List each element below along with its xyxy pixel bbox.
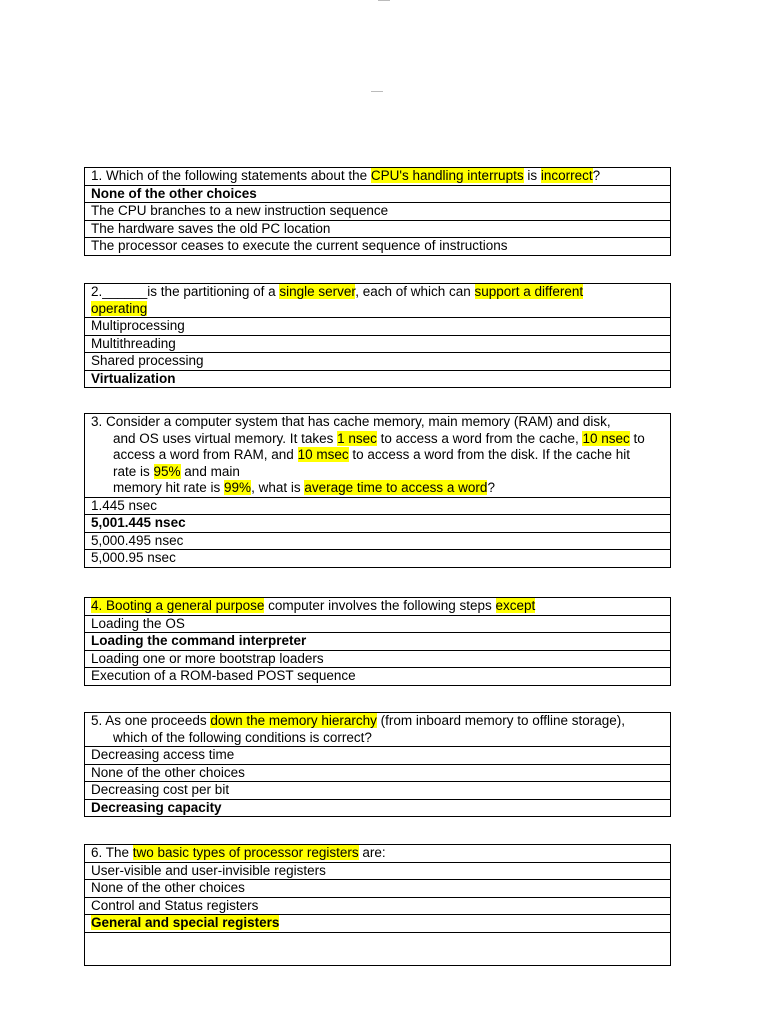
question-stem-row — [85, 713, 671, 747]
stem-text: , each of which can — [355, 284, 475, 299]
stem-text: access a word from RAM, and — [113, 447, 298, 462]
question-stem — [85, 598, 671, 616]
highlighted-text: down the memory hierarchy — [210, 713, 377, 728]
header-mark — [378, 0, 390, 1]
stem-text: (from inboard memory to offline storage), — [376, 713, 626, 728]
highlighted-text: operating — [91, 300, 148, 316]
correct-answer-option: Loading the command interpreter — [85, 633, 671, 651]
stem-text: is — [523, 168, 541, 183]
answer-option: Execution of a ROM-based POST sequence — [85, 668, 671, 686]
correct-answer-option: 5,001.445 nsec — [85, 515, 671, 533]
question-stem-row — [85, 845, 671, 863]
stem-text: , what is — [251, 480, 305, 495]
answer-option: 5,000.495 nsec — [85, 532, 671, 550]
stem-line — [91, 464, 664, 481]
answer-option: Loading the OS — [85, 615, 671, 633]
answer-option-row — [85, 862, 671, 880]
answer-option-row — [85, 220, 671, 238]
highlighted-text: support a different — [474, 284, 584, 299]
question-stem — [85, 168, 671, 186]
answer-option: 1.445 nsec — [85, 497, 671, 515]
stem-text: and main — [180, 463, 240, 479]
correct-answer-option: None of the other choices — [85, 185, 671, 203]
answer-option-row — [85, 497, 671, 515]
answer-option: Decreasing access time — [85, 747, 671, 765]
answer-option-row — [85, 532, 671, 550]
stem-text: 3. Consider a computer system that has cache memory, main memory (RAM) and disk, — [91, 414, 611, 429]
answer-option: None of the other choices — [85, 880, 671, 898]
stem-line: which of the following conditions is correct? — [113, 729, 372, 745]
stem-text: to — [629, 430, 645, 446]
question-stem — [85, 414, 671, 498]
answer-option: None of the other choices — [85, 764, 671, 782]
correct-answer-option: Virtualization — [85, 370, 671, 388]
answer-option-row — [85, 318, 671, 336]
highlighted-text: average time to access a word — [304, 480, 488, 495]
highlighted-text: CPU's handling interrupts — [370, 168, 524, 183]
question-4-table — [84, 597, 671, 686]
stem-line — [91, 447, 664, 464]
answer-option-row — [85, 668, 671, 686]
answer-option-row — [85, 880, 671, 898]
answer-option: Shared processing — [85, 353, 671, 371]
question-stem — [85, 713, 671, 747]
answer-option-row — [85, 615, 671, 633]
answer-option-row — [85, 897, 671, 915]
empty-row — [85, 932, 671, 965]
answer-option-row — [85, 353, 671, 371]
highlighted-text: 10 nsec — [582, 430, 630, 446]
stem-text: 6. The — [91, 845, 133, 860]
answer-option: Loading one or more bootstrap loaders — [85, 650, 671, 668]
question-stem-row — [85, 284, 671, 318]
stem-text: memory hit rate is — [113, 480, 225, 495]
highlighted-text: 1 nsec — [337, 430, 377, 446]
answer-option: Decreasing cost per bit — [85, 782, 671, 800]
answer-option: Multithreading — [85, 335, 671, 353]
answer-option-row — [85, 915, 671, 933]
highlighted-text: single server — [279, 284, 356, 299]
highlighted-text: 10 msec — [297, 447, 349, 462]
question-6-table — [84, 844, 671, 966]
question-3-table — [84, 413, 671, 568]
correct-answer-option: Decreasing capacity — [85, 799, 671, 817]
stem-text: rate is — [113, 463, 154, 479]
question-5-table — [84, 712, 671, 817]
answer-option-row — [85, 335, 671, 353]
answer-option: Control and Status registers — [85, 897, 671, 915]
stem-line — [91, 431, 664, 448]
question-2-table — [84, 283, 671, 388]
answer-option-row — [85, 764, 671, 782]
answer-option: The hardware saves the old PC location — [85, 220, 671, 238]
question-1-table — [84, 167, 671, 256]
answer-option-row — [85, 370, 671, 388]
answer-option: 5,000.95 nsec — [85, 550, 671, 568]
highlighted-text: 95% — [153, 463, 181, 479]
answer-option: The processor ceases to execute the current sequence of instructions — [85, 238, 671, 256]
correct-answer-option — [85, 915, 671, 933]
answer-option-row — [85, 633, 671, 651]
stem-text: are: — [358, 845, 386, 860]
stem-text: 1. Which of the following statements about the — [91, 168, 371, 183]
stem-line — [91, 480, 664, 497]
question-stem-row — [85, 598, 671, 616]
answer-option-row — [85, 650, 671, 668]
stem-text: 5. As one proceeds — [91, 713, 211, 728]
stem-text: to access a word from the cache, — [376, 430, 583, 446]
answer-option-row — [85, 550, 671, 568]
answer-option-row — [85, 185, 671, 203]
answer-option-row — [85, 203, 671, 221]
question-stem-row — [85, 168, 671, 186]
question-stem — [85, 845, 671, 863]
separator-mark — [371, 91, 383, 92]
answer-option: User-visible and user-invisible registers — [85, 862, 671, 880]
stem-text: computer involves the following steps — [264, 598, 496, 613]
answer-option: The CPU branches to a new instruction sequence — [85, 203, 671, 221]
highlighted-text: incorrect — [540, 168, 593, 183]
highlighted-text: 99% — [224, 480, 252, 495]
empty-cell — [85, 932, 671, 965]
highlighted-text: except — [495, 598, 536, 613]
highlighted-text: two basic types of processor registers — [132, 845, 359, 860]
stem-text: to access a word from the disk. If the cache hit — [348, 447, 630, 462]
highlighted-text: 4. Booting a general purpose — [91, 598, 265, 613]
question-stem-row — [85, 414, 671, 498]
answer-option-row — [85, 515, 671, 533]
answer-option-row — [85, 799, 671, 817]
answer-option-row — [85, 238, 671, 256]
stem-text: and OS uses virtual memory. It takes — [113, 430, 338, 446]
stem-text: 2.______is the partitioning of a — [91, 284, 280, 299]
stem-text: ? — [592, 168, 601, 183]
answer-option: Multiprocessing — [85, 318, 671, 336]
stem-text: ? — [487, 480, 495, 495]
question-stem — [85, 284, 671, 318]
highlighted-text: General and special registers — [91, 915, 280, 930]
answer-option-row — [85, 747, 671, 765]
answer-option-row — [85, 782, 671, 800]
